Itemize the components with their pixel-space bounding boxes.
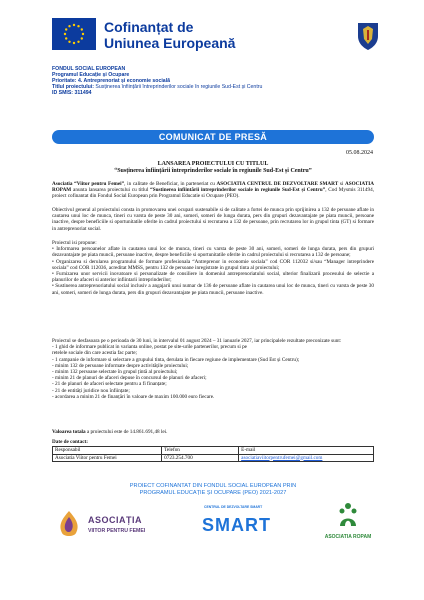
result-5: - minim 21 de planuri de afaceri depuse în concursul de planuri de afaceri;	[52, 375, 207, 382]
ropam-logo	[318, 500, 378, 550]
meta-smis-id: ID SMIS: 311494	[52, 90, 92, 97]
viitor-line2: VIITOR PENTRU FEMEI	[88, 528, 146, 534]
table-header-row	[53, 447, 374, 455]
result-6: - 21 de planuri de afaceri selectate pentru a fi finanțate;	[52, 381, 167, 388]
result-4: - minim 132 persoane selectate în grupul țintă al proiectului;	[52, 369, 178, 376]
contact-title-wrap	[52, 439, 374, 445]
smart-wordmark: SMART	[202, 515, 271, 535]
cell-phone: 0723.254.700	[162, 454, 239, 462]
headline-project-title: “Susținerea înființării întreprinderilor sociale în regiunile Sud-Est și Centru”	[114, 168, 312, 174]
bullet-2: • Organizarea si derularea programului de formare profesionala “Antreprenor in economie sociala” cod COR 112032 si/sau “Manager intreprindere sociala” cod COR 112036, acreditat MMSS, pentru 132 de persoane inregistrate in grupul tinta al proiectului;	[52, 258, 374, 271]
contact-table	[52, 446, 374, 462]
period-text: Proiectul se desfasoara pe o perioada de 30 luni, in intervalul 01 august 2024 – 31 ianuarie 2027, iar principalele rezultate preconizate sunt:	[52, 338, 342, 344]
meta-title-label: Titlul proiectului:	[52, 84, 94, 91]
footer-line2: PROGRAMUL EDUCAȚIE ȘI OCUPARE (PEO) 2021-2027	[139, 490, 287, 496]
viitor-flame-icon	[56, 509, 82, 539]
result-3: - minim 132 de persoane informate despre activitățile proiectului;	[52, 362, 189, 369]
eu-flag-logo	[52, 18, 96, 50]
total-label: Valoarea totala	[52, 429, 86, 435]
header-email: E-mail	[239, 447, 374, 455]
proposes-title: Proiectul isi propune:	[52, 240, 97, 246]
press-release-title: COMUNICAT DE PRESĂ	[158, 132, 268, 142]
project-meta	[52, 66, 392, 96]
result-1a: - 1 ghid de informare publicat in varianta online, postat pe site-urile partenerilor, precum si pe	[52, 344, 247, 351]
eu-title-line1: Cofinanțat de	[104, 19, 194, 35]
meta-priority: Prioritate: 4. Antreprenoriat și economie socială	[52, 78, 171, 85]
result-8: - acordarea a minim 21 de finanțări în valoare de maxim 100.000 euro fiecare.	[52, 393, 215, 400]
meta-program: Programul Educație și Ocupare	[52, 72, 130, 79]
header-responsible: Responsabil	[53, 447, 162, 455]
header-phone: Telefon	[162, 447, 239, 455]
result-2: - 1 campanie de informare si selectare a grupului tinta, derulata in fiecare regiune de implementare (Sud Est și Centru);	[52, 356, 300, 363]
footer-line1: PROIECT COFINANTAT DIN FONDUL SOCIAL EUROPEAN PRIN	[129, 483, 297, 489]
table-row	[53, 454, 374, 462]
footer-cofinancing-note	[52, 483, 374, 497]
release-date: 05.08.2024	[346, 150, 373, 156]
meta-fund: FONDUL SOCIAL EUROPEAN	[52, 66, 126, 72]
bullet-1: • Informarea persoanelor aflate in cautarea unui loc de munca, tineri cu varsta de peste 30 ani, someri, someri de lunga durata, pers din grupuri dezavantajate pe piata muncii, persoane inactive, despre beneficiile si oportunitatile oferite in cadrul proiectului si recrutarea a 132 de persoane;	[52, 246, 374, 259]
ropam-emblem-icon	[336, 500, 360, 528]
headline-launch: LANSAREA PROIECTULUI CU TITLUL	[157, 161, 269, 167]
result-7: - 21 de entități juridice nou înființate;	[52, 387, 130, 394]
smart-logo	[200, 503, 280, 547]
result-1b: retelele sociale din care acestia fac parte;	[52, 350, 137, 357]
results-section	[52, 338, 374, 400]
bullet-3: • Furnizarea unor servicii inovatoare si personalizate de consiliere in domeniul antreprenoriatului social, ulterior finalizarii procesului de selectie a planurilor de afaceri si anterior infiintarii intreprinderilor;	[52, 271, 374, 284]
contact-title: Date de contact:	[52, 439, 89, 445]
asociatia-viitor-logo	[56, 505, 166, 545]
bullet-4: • Sustinerea antreprenoriatului social inclusiv a angajarii unui numar de 136 de persoane aflate in cautarea unui loc de munca, tineri cu varsta de peste 30 ani, someri, someri de lunga durata, pers din grupuri dezavantajate pe piata muncii, persoane inactive.	[52, 283, 374, 296]
intro-text: Asociatia “Viitor pentru Femei”, in calitate de Beneficiar, in parteneriat cu ASOCIATIA CENTRUL DE DEZVOLTARE SMART si ASOCIATIA ROPAM anunta lansarea proiectului cu titlul “Sustinerea infiintării intreprinderilor sociale in regiunile Sud-Est și Centru”, Cod Mysmis 311494, proiect cofinantat din Fondul Social European prin Programul Educatie si Ocupare (PEO).	[52, 181, 374, 200]
smart-tagline: CENTRUL DE DEZVOLTARE SMART	[204, 505, 263, 509]
total-value	[52, 429, 374, 435]
objective-paragraph	[52, 207, 374, 232]
ropam-name: ASOCIATIA ROPAM	[324, 534, 372, 540]
meta-title-value: Susținerea înființării întreprinderilor sociale în regiunile Sud-Est și Centru	[93, 84, 263, 91]
intro-paragraph	[52, 181, 374, 200]
eu-title-line2: Uniunea Europeană	[104, 35, 236, 51]
contact-email-link[interactable]: asociatiaviitorpentrufemei@gmail.com	[241, 454, 323, 461]
proposes-section	[52, 240, 374, 296]
total-amount: a proiectului este de 14.861.691,48 lei.	[85, 429, 168, 435]
romanian-government-emblem-icon	[354, 20, 382, 52]
cell-responsible: Asociatia Viitor pentru Femei	[53, 454, 162, 462]
viitor-line1: ASOCIAȚIA	[88, 515, 142, 525]
eu-cofinancing-title	[104, 19, 235, 51]
objective-text: Obiectivul general al proiectului consta in promovarea unei ocupari sustenabile si de calitate a fortei de munca prin sprijinirea a 132 de persoane aflate in cautarea unui loc de munca, tineri cu varsta de peste 30 ani, someri, someri de lunga durata, pers din grupuri dezavantajate pe piata muncii, persoane inactive, despre beneficiile si oportunitatile oferite in cadrul proiectului si recrutarea a 132 de persoane, prin recrutarea lor in grupul tinta (GT) si formare in antreprenoriat social.	[52, 207, 374, 232]
press-release-banner	[52, 130, 374, 144]
